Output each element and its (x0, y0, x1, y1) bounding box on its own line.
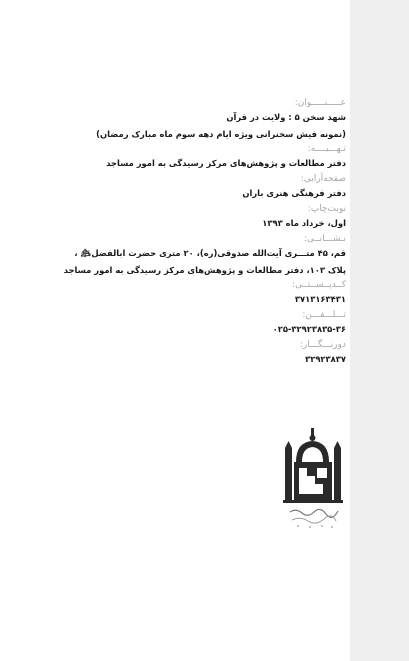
fax-field (110, 339, 346, 366)
address-field (63, 233, 346, 277)
postal-code-value: ۳۷۱۳۱۶۳۴۳۱ (294, 294, 346, 304)
fax-label: دورنـــگـــار: (299, 340, 346, 350)
layout-value: دفتر فرهنگی هنری باران (242, 188, 346, 198)
mosque-logo-graphic (282, 428, 344, 532)
side-margin-panel (350, 0, 409, 661)
title-label: عـــــنـــــوان: (294, 98, 346, 108)
fax-value: ۳۲۹۲۳۸۳۷ (305, 354, 346, 364)
prepared-by-field (106, 143, 346, 170)
title-field (96, 97, 346, 141)
address-line-1: قم، ۴۵ متـــری آیت‌الله صدوقی(ره)، ۲۰ متری حضرت ابالفضل﵇ ، (74, 248, 346, 258)
phone-label: تـــلـــفـــن: (302, 310, 346, 320)
phone-value: ۰۲۵-۳۲۹۲۳۸۳۵-۳۶ (272, 324, 346, 334)
title-subtitle: (نمونه فیش سخنرانی ویژه ایام دهه سوم ماه مبارک رمضان) (96, 129, 346, 139)
phone-field (110, 309, 346, 336)
edition-value: اول، خرداد ماه ۱۳۹۳ (262, 218, 346, 228)
postal-code-label: کــدپــســتــی: (292, 280, 346, 290)
edition-field (110, 203, 346, 230)
postal-code-field (110, 279, 346, 306)
title-value: شهد سخن ۵ : ولایت در قرآن (226, 112, 346, 122)
mosque-logo-icon (282, 428, 344, 532)
edition-label: نوبت‌چاپ: (307, 204, 346, 214)
prepared-by-label: تـهـــیــــه: (307, 144, 346, 154)
address-label: نـشـــانــی: (303, 234, 346, 244)
colophon (63, 96, 346, 366)
layout-field (110, 173, 346, 200)
layout-label: صفحه‌آرایی: (300, 174, 346, 184)
address-line-2: پلاک ۱۰۳، دفتر مطالعات و پژوهش‌های مرکز رسیدگی به امور مساجد (63, 265, 346, 275)
prepared-by-value: دفتر مطالعات و پژوهش‌های مرکز رسیدگی به امور مساجد (106, 158, 346, 168)
